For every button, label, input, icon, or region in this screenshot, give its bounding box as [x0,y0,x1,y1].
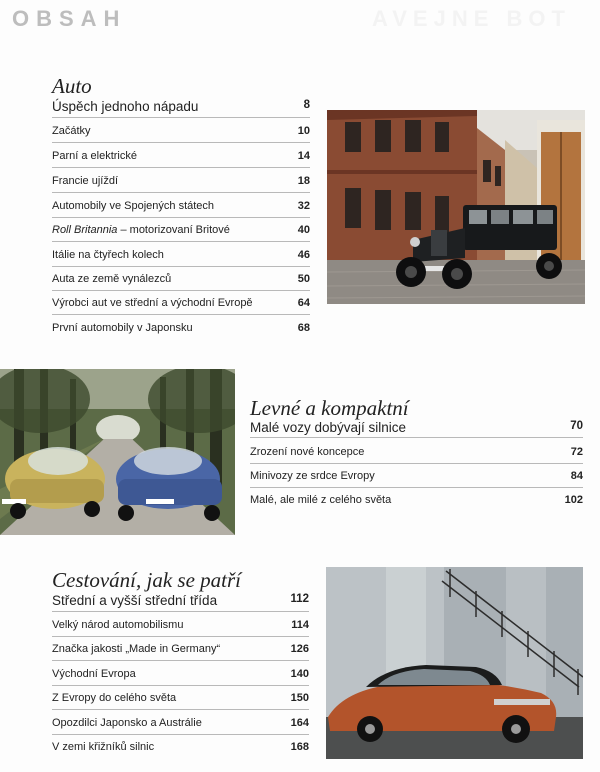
toc-entry: Východní Evropa 140 [52,668,309,680]
page-number: 68 [297,322,310,334]
toc-entry: Začátky 10 [52,125,310,137]
section-subtitle-levne-kompaktni: Malé vozy dobývají silnice 70 [250,420,583,435]
divider-line [52,217,310,218]
page-number: 72 [570,446,583,458]
toc-entry: Značka jakosti „Made in Germany“ 126 [52,643,309,655]
toc-entry: Malé, ale milé z celého světa 102 [250,494,583,506]
subtitle-page-number: 70 [570,420,583,432]
page-number: 40 [297,224,310,236]
toc-entry: Opozdilci Japonsko a Austrálie 164 [52,717,309,729]
toc-entry: Automobily ve Spojených státech 32 [52,200,310,212]
page-number: 102 [564,494,583,506]
divider-line [52,611,309,612]
divider-line [52,709,309,710]
divider-line [250,463,583,464]
page-number: 10 [297,125,310,137]
toc-entry: Auta ze země vynálezců 50 [52,273,310,285]
toc-entry: Zrození nové koncepce 72 [250,446,583,458]
toc-entry: Velký národ automobilismu 114 [52,619,309,631]
divider-line [250,437,583,438]
divider-line [52,636,309,637]
bubble-cars-photo [0,369,235,535]
page-number: 18 [297,175,310,187]
section-title-auto: Auto [52,74,92,98]
toc-entry: Francie ujíždí 18 [52,175,310,187]
toc-entry: Minivozy ze srdce Evropy 84 [250,470,583,482]
divider-line [52,266,310,267]
page-number: 50 [297,273,310,285]
page-number: 150 [290,692,309,704]
section-subtitle-auto: Úspěch jednoho nápadu 8 [52,99,310,114]
page-number: 14 [297,150,310,162]
divider-line [52,734,309,735]
divider-line [52,117,310,118]
toc-entry: Z Evropy do celého světa 150 [52,692,309,704]
divider-line [52,314,310,315]
toc-entry: Itálie na čtyřech kolech 46 [52,249,310,261]
section-title-levne-kompaktni: Levné a kompaktní [250,396,409,420]
page-number: 46 [297,249,310,261]
page-header-showthrough: AVEJNE BOT [372,6,571,31]
divider-line [52,142,310,143]
page-header-title: OBSAH [12,6,127,31]
toc-entry: V zemi křižníků silnic 168 [52,741,309,753]
page-number: 64 [297,297,310,309]
orange-classic-car-photo [326,567,583,759]
divider-line [52,241,310,242]
toc-entry: Výrobci aut ve střední a východní Evropě 64 [52,297,310,309]
divider-line [52,290,310,291]
section-title-cestovani: Cestování, jak se patří [52,568,241,592]
page-number: 164 [290,717,309,729]
page-number: 126 [290,643,309,655]
page-number: 114 [291,619,309,631]
toc-entry: Roll Britannia – motorizovaní Britové 40 [52,224,310,236]
page-number: 140 [290,668,309,680]
vintage-sedan-photo [327,110,585,304]
page-number: 168 [290,741,309,753]
subtitle-page-number: 8 [303,99,310,111]
page-number: 84 [570,470,583,482]
divider-line [52,192,310,193]
subtitle-page-number: 112 [290,593,309,605]
section-subtitle-cestovani: Střední a vyšší střední třída 112 [52,593,309,608]
divider-line [52,685,309,686]
divider-line [250,487,583,488]
divider-line [52,167,310,168]
divider-line [52,660,309,661]
toc-entry: První automobily v Japonsku 68 [52,322,310,334]
page-number: 32 [297,200,310,212]
toc-entry: Parní a elektrické 14 [52,150,310,162]
